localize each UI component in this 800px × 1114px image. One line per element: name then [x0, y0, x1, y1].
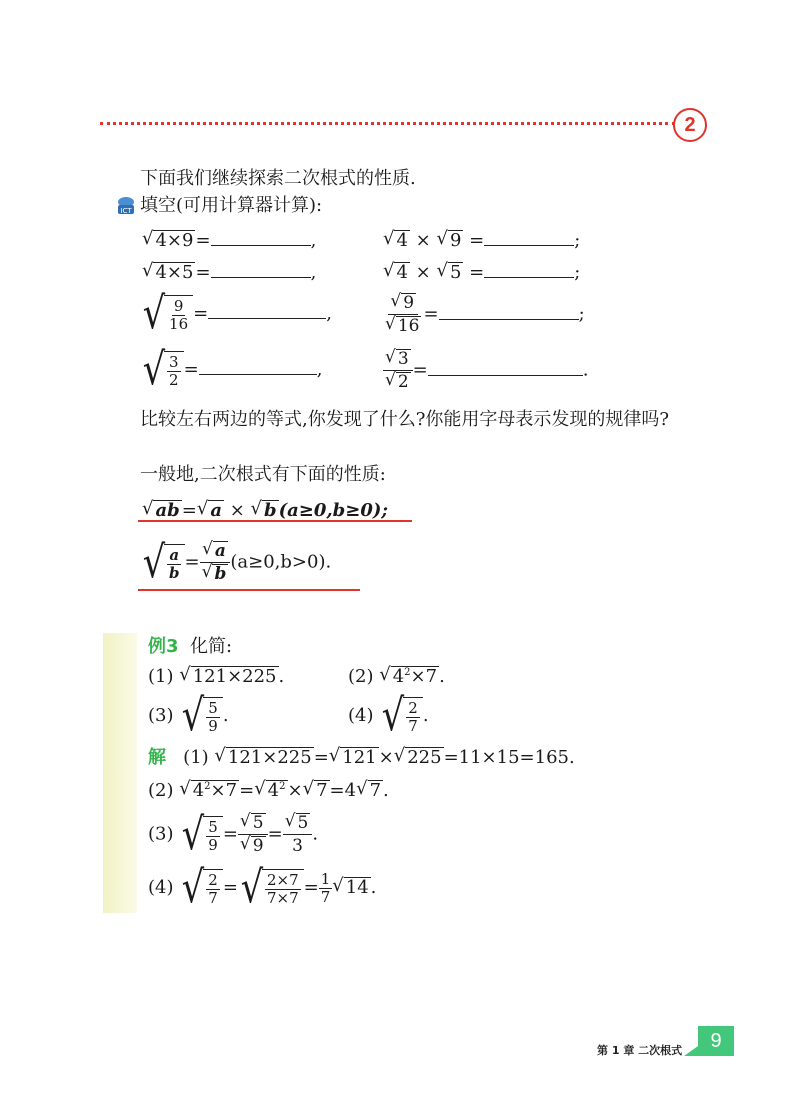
solution-3: (3) √ $\frac{5}{9}$ = √ 5 √ 9 = √ 5 3 . — [148, 808, 319, 860]
question-4: (4) √ $\frac{2}{7}$ . — [348, 690, 429, 741]
property-2-underline — [138, 589, 360, 591]
example-sidebar — [103, 633, 137, 913]
page-tab-wedge — [684, 1046, 698, 1056]
fill-prompt: 填空(可用计算器计算): — [140, 195, 323, 216]
exercise-row-3-left: √ $\frac{9}{16}$ = , — [142, 288, 332, 339]
exercise-row-3-right: √ 9 √ 16 = ; — [385, 291, 585, 337]
ict-icon — [114, 194, 138, 216]
intro-text: 下面我们继续探索二次根式的性质. — [140, 168, 416, 189]
exercise-row-2-right: √ 4 × √ 5 = ; — [383, 260, 581, 284]
chapter-footer: 第 1 章 二次根式 — [597, 1044, 683, 1057]
property-1-formula: √ ab = √ a × √ b (a≥0,b≥0); — [142, 498, 388, 522]
question-2: (2) √ $4^2\times 7$ . — [348, 664, 445, 688]
property-1-underline — [138, 520, 412, 522]
section-divider — [100, 122, 675, 125]
exercise-row-4-right: √ 3 √ 2 = . — [385, 347, 589, 393]
exercise-row-1-left: √ 4×9 = , — [142, 228, 317, 252]
property-2-formula: √ $\frac{a}{b}$ = √ a √ b (a≥0,b>0). — [142, 536, 332, 588]
svg-text:ICT: ICT — [120, 207, 132, 215]
question-1: (1) √ 121×225 . — [148, 664, 285, 688]
solution-4: (4) √ $\frac{2}{7}$ = √ $\frac{2\times 7}{7\times 7}$ = $\frac{1}{7}$ √ 14 . — [148, 862, 377, 913]
solution-2: (2) √ $4^2\times 7$ = √ $4^2$ × √ 7 =4 √ 7 . — [148, 778, 389, 802]
exercise-row-4-left: √ $\frac{3}{2}$ = , — [142, 344, 323, 395]
question-3: (3) √ $\frac{5}{9}$ . — [148, 690, 229, 741]
comparison-question: 比较左右两边的等式,你发现了什么?你能用字母表示发现的规律吗? — [140, 409, 670, 430]
page-number: 9 — [698, 1026, 734, 1056]
example-heading: 例3 化简: — [148, 636, 233, 657]
section-number: 2 — [673, 108, 707, 142]
exercise-row-1-right: √ 4 × √ 9 = ; — [383, 228, 581, 252]
solution-1: 解 (1) √ 121×225 = √ 121 × √ 225 =11×15=165. — [148, 745, 575, 769]
property-intro: 一般地,二次根式有下面的性质: — [140, 464, 386, 485]
exercise-row-2-left: √ 4×5 = , — [142, 260, 317, 284]
